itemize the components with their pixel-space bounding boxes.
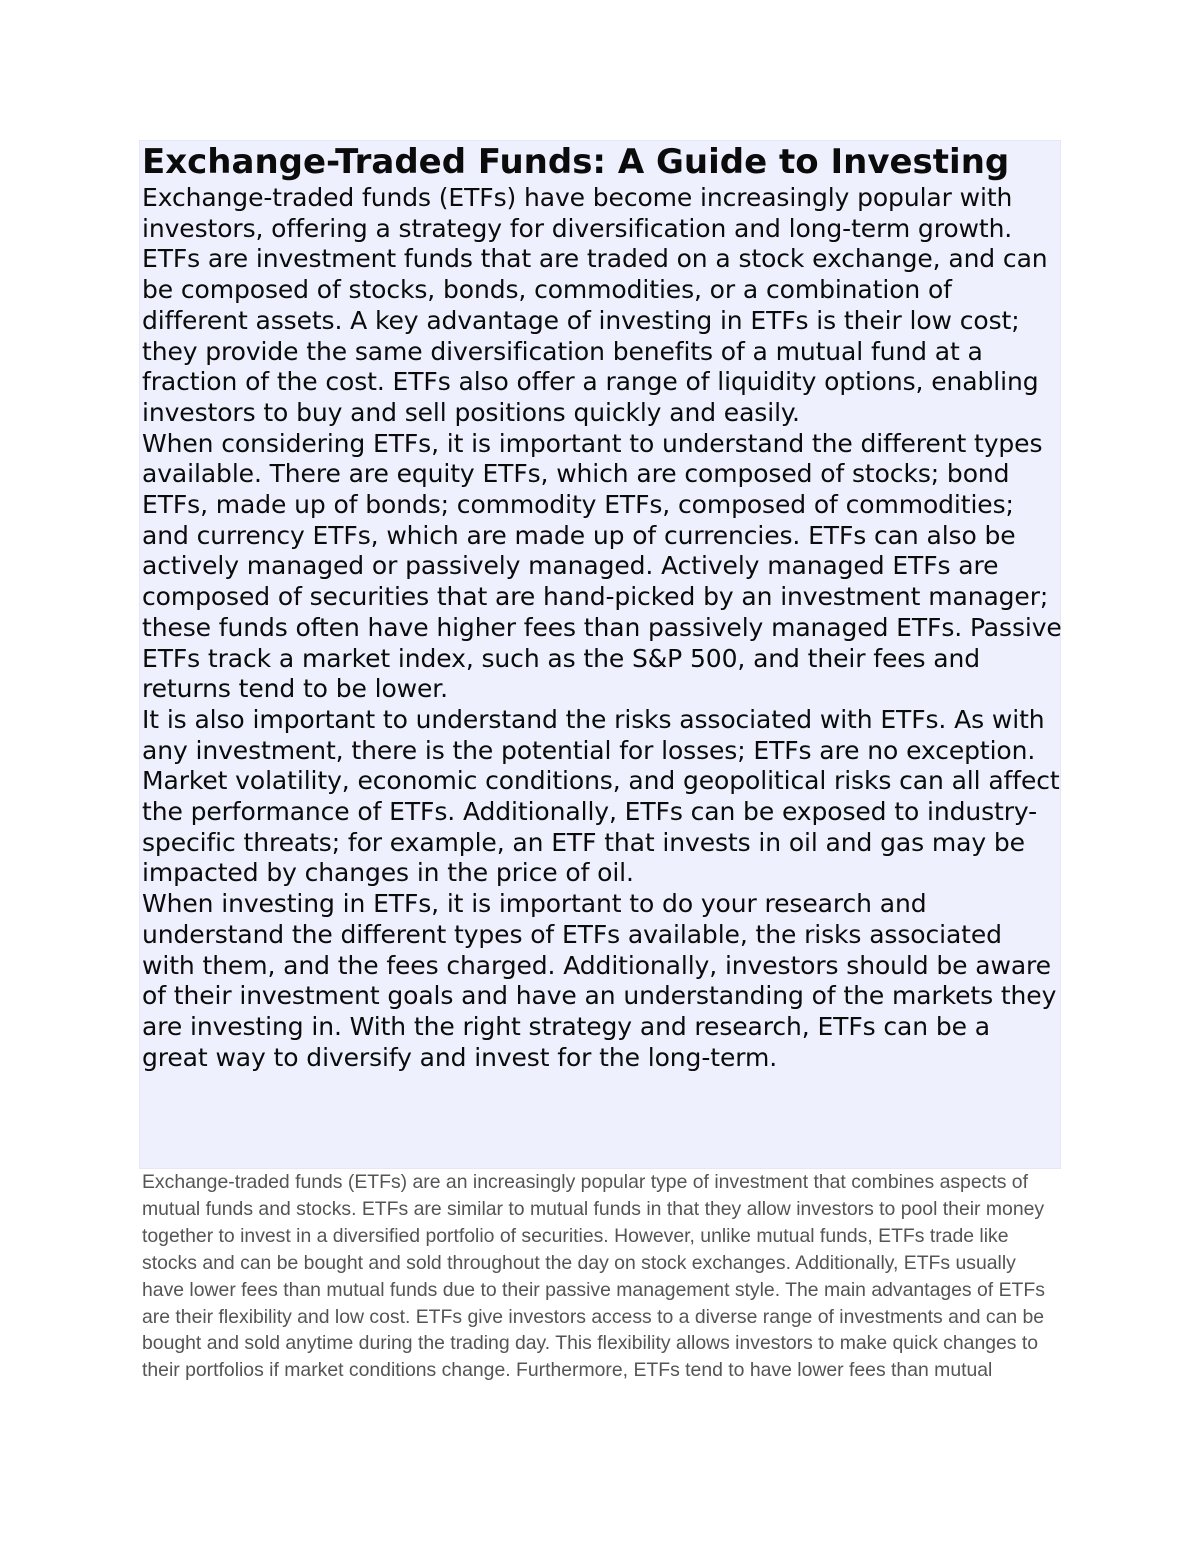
paragraph-intro: Exchange-traded funds (ETFs) have become increasingly popular with investors, offering a strategy for diversification and long-term growth. ETFs are investment funds that are traded on a stock exchange, and can be composed of stocks, bonds, commodities, or a combination of different assets. A key advantage of investing in ETFs is their low cost; they provide the same diversification benefits of a mutual fund at a fraction of the cost. ETFs also offer a range of liquidity options, enabling investors to buy and sell positions quickly and easily. <box>142 183 1048 427</box>
main-article <box>142 141 1062 1073</box>
paragraph-conclusion: When investing in ETFs, it is important to do your research and understand the different types of ETFs available, the risks associated with them, and the fees charged. Additionally, investors should be aware of their investment goals and have an understanding of the markets they are investing in. With the right strategy and research, ETFs can be a great way to diversify and invest for the long-term. <box>142 889 1057 1072</box>
paragraph-etf-risks: It is also important to understand the risks associated with ETFs. As with any investment, there is the potential for losses; ETFs are no exception. Market volatility, economic conditions, and geopolitical risks can all affect the performance of ETFs. Additionally, ETFs can be exposed to industry-specific threats; for example, an ETF that invests in oil and gas may be impacted by changes in the price of oil. <box>142 704 1060 888</box>
secondary-paragraph: Exchange-traded funds (ETFs) are an increasingly popular type of investment that combines aspects of mutual funds and stocks. ETFs are similar to mutual funds in that they allow investors to pool their money together to invest in a diversified portfolio of securities. However, unlike mutual funds, ETFs trade like stocks and can be bought and sold throughout the day on stock exchanges. Additionally, ETFs usually have lower fees than mutual funds due to their passive management style. The main advantages of ETFs are their flexibility and low cost. ETFs give investors access to a diverse range of investments and can be bought and sold anytime during the trading day. This flexibility allows investors to make quick changes to their portfolios if market conditions change. Furthermore, ETFs tend to have lower fees than mutual <box>142 1171 1045 1382</box>
document-title: Exchange-Traded Funds: A Guide to Investing <box>142 142 1010 182</box>
paragraph-etf-types: When considering ETFs, it is important to understand the different types available. There are equity ETFs, which are composed of stocks; bond ETFs, made up of bonds; commodity ETFs, composed of commodities; and currency ETFs, which are made up of currencies. ETFs can also be actively managed or passively managed. Actively managed ETFs are composed of securities that are hand-picked by an investment manager; these funds often have higher fees than passively managed ETFs. Passive ETFs track a market index, such as the S&P 500, and their fees and returns tend to be lower. <box>142 428 1062 704</box>
